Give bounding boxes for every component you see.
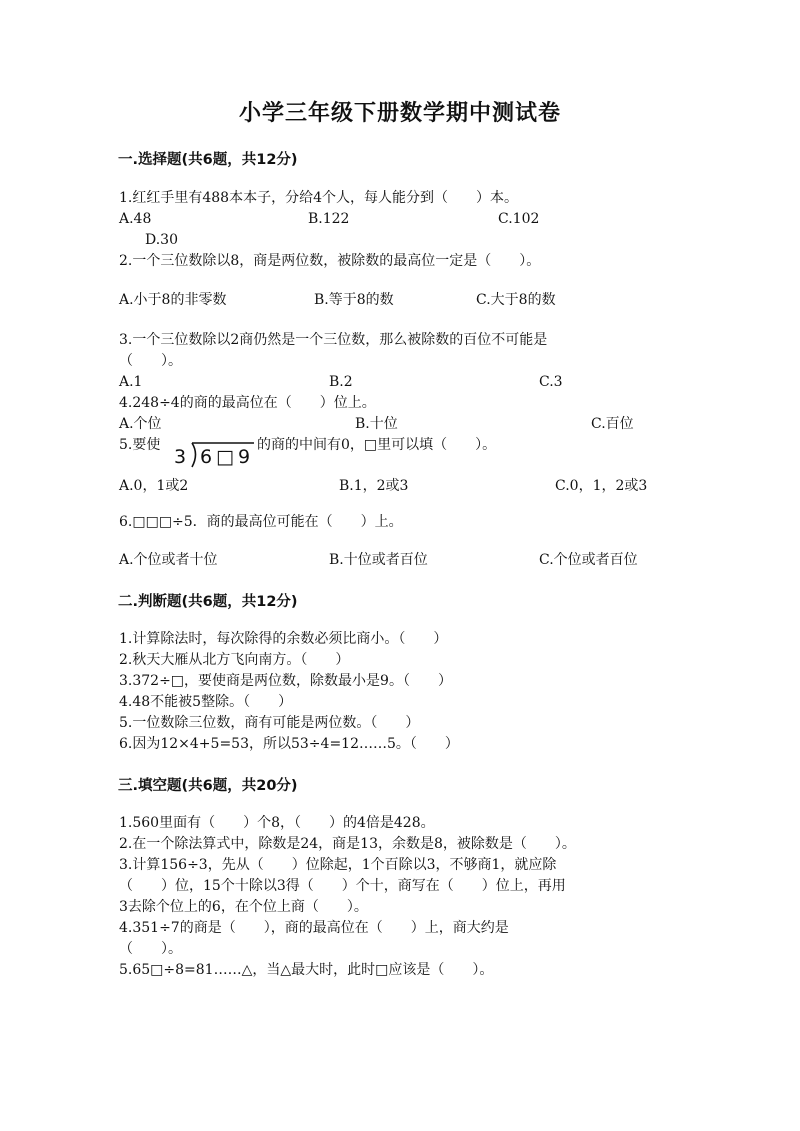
q6-option-c: C.个位或者百位 xyxy=(539,552,638,568)
section-header-true-false: 二.判断题(共6题，共12分) xyxy=(118,594,298,610)
question-3-text: 3.一个三位数除以2商仍然是一个三位数，那么被除数的百位不可能是 xyxy=(119,332,548,348)
q4-option-a: A.个位 xyxy=(119,416,162,432)
q3-option-b: B.2 xyxy=(329,374,353,390)
q3-option-a: A.1 xyxy=(119,374,143,390)
q2-option-b: B.等于8的数 xyxy=(314,292,394,308)
question-5-suffix: 的商的中间有0，□里可以填（ ）。 xyxy=(257,437,497,453)
q2-option-a: A.小于8的非零数 xyxy=(119,292,227,308)
q4-option-b: B.十位 xyxy=(355,416,398,432)
question-1-text: 1.红红手里有488本本子，分给4个人，每人能分到（ ）本。 xyxy=(119,190,518,206)
divisor-digit: 3 xyxy=(174,446,187,468)
fill-item: 4.351÷7的商是（ ），商的最高位在（ ）上，商大约是 xyxy=(119,920,509,936)
fill-item: 5.65□÷8=81……△，当△最大时，此时□应该是（ ）。 xyxy=(119,962,494,978)
question-2-text: 2.一个三位数除以8，商是两位数，被除数的最高位一定是（ ）。 xyxy=(119,253,541,269)
q1-option-b: B.122 xyxy=(308,211,350,227)
q5-option-b: B.1，2或3 xyxy=(339,478,409,494)
q2-option-c: C.大于8的数 xyxy=(476,292,556,308)
q1-option-a: A.48 xyxy=(119,211,152,227)
q5-option-c: C.0，1，2或3 xyxy=(555,478,648,494)
fill-item: 3.计算156÷3，先从（ ）位除起，1个百除以3，不够商1，就应除 xyxy=(119,857,557,873)
tf-item: 1.计算除法时，每次除得的余数必须比商小。（ ） xyxy=(119,631,448,647)
fill-item-cont: （ ）位，15个十除以3得（ ）个十，商写在（ ）位上，再用 xyxy=(119,878,566,894)
long-division-figure xyxy=(172,441,256,469)
q6-option-a: A.个位或者十位 xyxy=(119,552,218,568)
q5-option-a: A.0，1或2 xyxy=(119,478,189,494)
section-header-fill-blank: 三.填空题(共6题，共20分) xyxy=(118,778,298,794)
q4-option-c: C.百位 xyxy=(591,416,634,432)
question-5-prefix: 5.要使 xyxy=(119,437,161,453)
question-6-text: 6.□□□÷5．商的最高位可能在（ ）上。 xyxy=(119,514,403,530)
q1-option-d: D.30 xyxy=(145,232,178,248)
question-3-text-cont: （ ）。 xyxy=(119,353,182,369)
fill-item-cont: （ ）。 xyxy=(119,941,182,957)
q6-option-b: B.十位或者百位 xyxy=(329,552,428,568)
fill-item-cont: 3去除个位上的6，在个位上商（ ）。 xyxy=(119,899,368,915)
division-bracket xyxy=(192,443,196,467)
tf-item: 6.因为12×4+5=53，所以53÷4=12……5。（ ） xyxy=(119,736,459,752)
q1-option-c: C.102 xyxy=(498,211,540,227)
tf-item: 2.秋天大雁从北方飞向南方。（ ） xyxy=(119,652,350,668)
tf-item: 3.372÷□，要使商是两位数，除数最小是9。（ ） xyxy=(119,673,452,689)
fill-item: 1.560里面有（ ）个8，（ ）的4倍是428。 xyxy=(119,815,435,831)
fill-item: 2.在一个除法算式中，除数是24，商是13，余数是8，被除数是（ ）。 xyxy=(119,836,576,852)
tf-item: 5.一位数除三位数，商有可能是两位数。（ ） xyxy=(119,715,420,731)
question-4-text: 4.248÷4的商的最高位在（ ）位上。 xyxy=(119,395,376,411)
dividend-digit-3: 9 xyxy=(238,446,251,468)
dividend-digit-1: 6 xyxy=(200,446,213,468)
dividend-box: □ xyxy=(216,446,234,468)
page-title: 小学三年级下册数学期中测试卷 xyxy=(238,101,561,126)
tf-item: 4.48不能被5整除。（ ） xyxy=(119,694,293,710)
q3-option-c: C.3 xyxy=(539,374,563,390)
section-header-choice: 一.选择题(共6题，共12分) xyxy=(118,152,298,168)
